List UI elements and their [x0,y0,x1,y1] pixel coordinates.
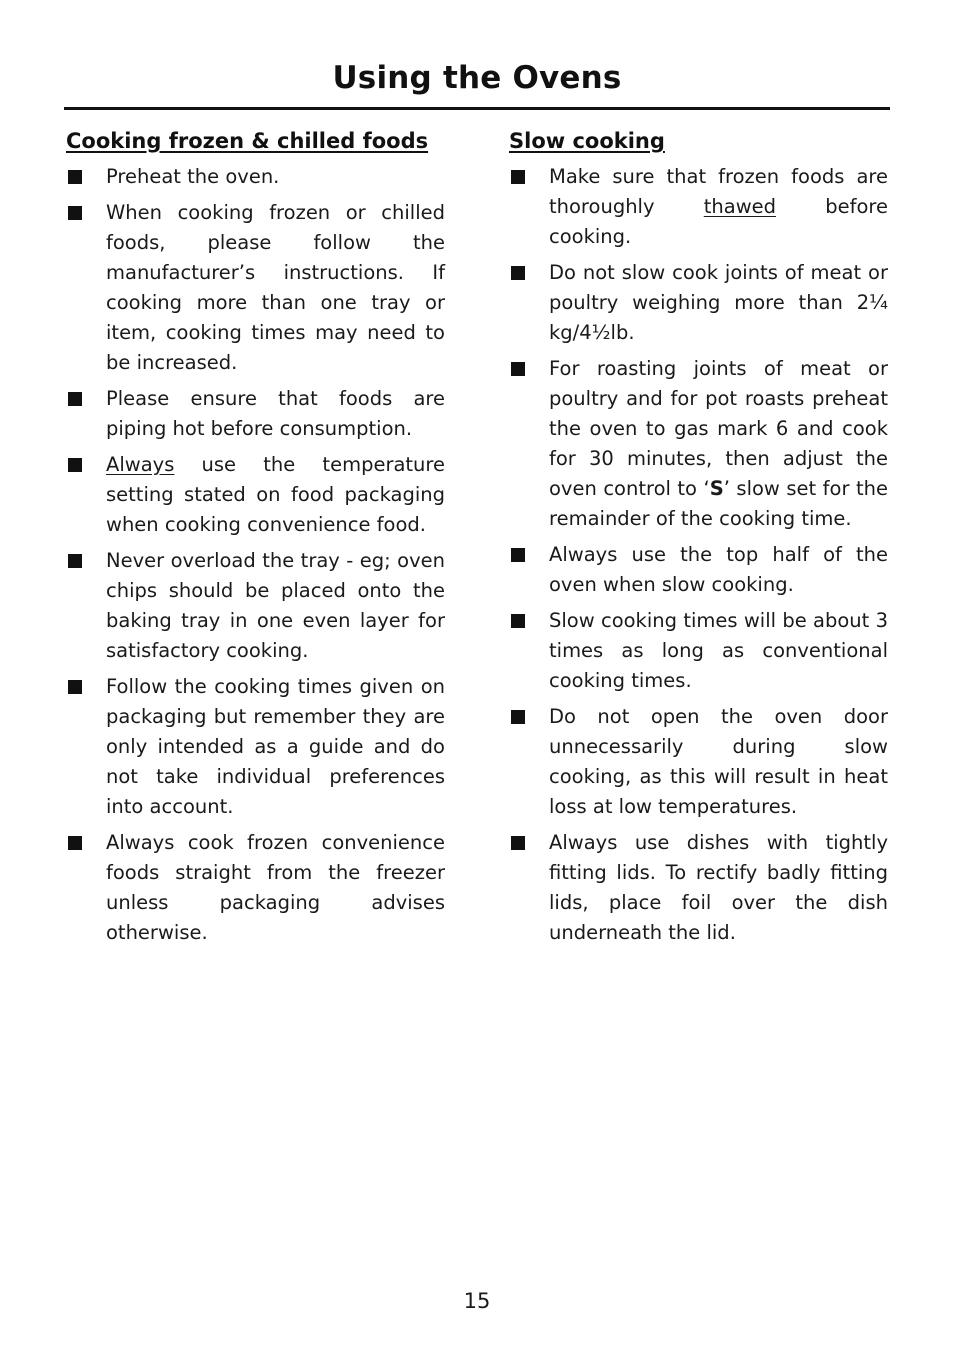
emphasis-always: Always [106,453,175,476]
list-item-text: For roasting joints of meat or poultry and for pot roasts preheat the oven to gas mark 6 and cook for 30 minutes, then adjust the oven control to ‘ [549,357,888,500]
slow-setting-symbol: S [709,477,724,500]
list-item [66,546,445,666]
list-item [66,828,445,948]
bullet-square-icon [68,392,82,406]
list-item-text: Do not slow cook joints of meat or poultry weighing more than 2¼ kg/4½lb. [549,261,888,344]
list-item [509,606,888,696]
list-item-text: ’ slow set for the remainder of the cooking time. [549,477,888,530]
bullet-square-icon [68,170,82,184]
list-item [66,384,445,444]
list-item [509,354,888,534]
page-number: 15 [463,1289,491,1313]
bullet-square-icon [68,458,82,472]
list-item-text: Always cook frozen convenience foods straight from the freezer unless packaging advises otherwise. [106,831,445,944]
bullet-square-icon [511,836,525,850]
list-item [509,702,888,822]
bullet-square-icon [68,836,82,850]
title-divider [64,107,890,110]
list-item-text: Slow cooking times will be about 3 times as long as conventional cooking times. [549,609,888,692]
list-item [509,258,888,348]
section-heading-slow-cooking: Slow cooking [509,129,665,153]
bullet-square-icon [68,680,82,694]
list-item [509,540,888,600]
section-heading-frozen-chilled: Cooking frozen & chilled foods [66,129,429,153]
bullet-square-icon [511,710,525,724]
list-item [509,162,888,252]
list-item-text: Do not open the oven door unnecessarily during slow cooking, as this will result in heat loss at low temperatures. [549,705,888,818]
list-item [509,828,888,948]
list-item [66,672,445,822]
list-item-text: Please ensure that foods are piping hot before consumption. [106,387,445,440]
list-item-text: Follow the cooking times given on packaging but remember they are only intended as a guide and do not take individual preferences into account. [106,675,445,818]
list-item-text: Never overload the tray - eg; oven chips should be placed onto the baking tray in one even layer for satisfactory cooking. [106,549,445,662]
list-item-text: Preheat the oven. [106,165,280,188]
bullet-square-icon [511,614,525,628]
list-item [66,162,445,192]
page-title: Using the Ovens [332,60,622,96]
bullet-square-icon [511,266,525,280]
bullet-square-icon [511,548,525,562]
left-column [66,126,445,954]
slow-cooking-list [509,162,888,948]
frozen-chilled-list [66,162,445,948]
list-item-text: use the temperature setting stated on food packaging when cooking convenience food. [106,453,445,536]
list-item-text: Always use the top half of the oven when slow cooking. [549,543,888,596]
list-item [66,450,445,540]
bullet-square-icon [68,554,82,568]
list-item [66,198,445,378]
bullet-square-icon [511,170,525,184]
list-item-text: When cooking frozen or chilled foods, please follow the manufacturer’s instructions. If cooking more than one tray or item, cooking times may need to be increased. [106,201,445,374]
right-column [509,126,888,954]
bullet-square-icon [68,206,82,220]
emphasis-thawed: thawed [703,195,777,218]
list-item-text: before cooking. [549,195,888,248]
list-item-text: Make sure that frozen foods are thoroughly [549,165,888,218]
list-item-text: Always use dishes with tightly fitting lids. To rectify badly fitting lids, place foil over the dish underneath the lid. [549,831,888,944]
bullet-square-icon [511,362,525,376]
